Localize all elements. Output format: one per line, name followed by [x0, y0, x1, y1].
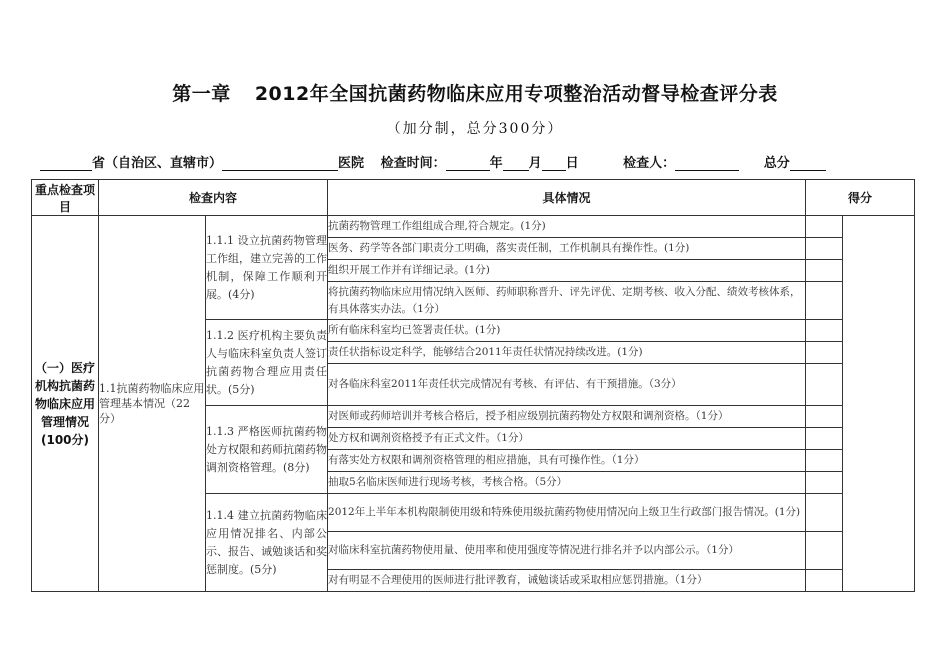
header-detail: 具体情况 — [328, 180, 806, 216]
sub-category-cell: 1.1抗菌药物临床应用管理基本情况（22分） — [99, 216, 206, 592]
month-blank[interactable] — [503, 156, 529, 171]
evaluation-table — [31, 179, 915, 592]
score-cell[interactable] — [806, 320, 843, 342]
score-cell[interactable] — [806, 216, 843, 238]
score-cell[interactable] — [806, 472, 843, 494]
hospital-blank[interactable] — [222, 156, 338, 171]
chapter-label: 第一章 — [172, 83, 231, 105]
document-subtitle: （加分制，总分300分） — [386, 121, 564, 137]
total-label: 总分 — [763, 156, 790, 171]
detail-cell: 将抗菌药物临床应用情况纳入医师、药师职称晋升、评先评优、定期考核、收入分配、绩效考核体系，有具体落实办法。（1分） — [328, 282, 806, 320]
table-header-row — [32, 180, 915, 216]
detail-cell: 责任状指标设定科学，能够结合2011年责任状情况持续改进。(1分) — [328, 342, 806, 364]
content-item-1-1-4: 1.1.4 建立抗菌药物临床应用情况排名、内部公示、报告、诫勉谈话和奖惩制度。(5分) — [206, 494, 328, 592]
score-cell[interactable] — [806, 428, 843, 450]
score-cell[interactable] — [806, 406, 843, 428]
day-blank[interactable] — [542, 156, 566, 171]
score-cell[interactable] — [806, 364, 843, 406]
detail-cell: 抽取5名临床医师进行现场考核，考核合格。（5分） — [328, 472, 806, 494]
day-label: 日 — [565, 156, 579, 171]
content-item-1-1-2: 1.1.2 医疗机构主要负责人与临床科室负责人签订抗菌药物合理应用责任状。(5分) — [206, 320, 328, 406]
detail-cell: 所有临床科室均已签署责任状。(1分) — [328, 320, 806, 342]
inspector-blank[interactable] — [675, 156, 739, 171]
detail-cell: 对各临床科室2011年责任状完成情况有考核、有评估、有干预措施。（3分） — [328, 364, 806, 406]
header-content: 检查内容 — [99, 180, 328, 216]
hospital-label: 医院 — [338, 156, 365, 171]
total-blank[interactable] — [790, 156, 826, 171]
score-cell[interactable] — [806, 494, 843, 532]
header-score: 得分 — [806, 180, 915, 216]
score-cell[interactable] — [806, 260, 843, 282]
detail-cell: 处方权和调剂资格授予有正式文件。（1分） — [328, 428, 806, 450]
content-item-1-1-3: 1.1.3 严格医师抗菌药物处方权限和药师抗菌药物调剂资格管理。(8分) — [206, 406, 328, 494]
detail-cell: 对临床科室抗菌药物使用量、使用率和使用强度等情况进行排名并予以内部公示。（1分） — [328, 532, 806, 570]
detail-cell: 抗菌药物管理工作组组成合理,符合规定。(1分) — [328, 216, 806, 238]
check-time-label: 检查时间： — [380, 156, 446, 171]
score-cell[interactable] — [806, 570, 843, 592]
info-line — [40, 152, 910, 174]
province-blank[interactable] — [40, 156, 92, 171]
month-label: 月 — [528, 156, 542, 171]
category-cell: （一）医疗机构抗菌药物临床应用管理情况(100分) — [32, 216, 99, 592]
detail-cell: 对医师或药师培训并考核合格后，授予相应级别抗菌药物处方权限和调剂资格。（1分） — [328, 406, 806, 428]
province-label: 省（自治区、直辖市） — [92, 156, 223, 171]
score-cell[interactable] — [806, 238, 843, 260]
year-blank[interactable] — [446, 156, 490, 171]
detail-cell: 组织开展工作并有详细记录。(1分) — [328, 260, 806, 282]
detail-cell: 有落实处方权限和调剂资格管理的相应措施，具有可操作性。（1分） — [328, 450, 806, 472]
header-key-item: 重点检查项目 — [32, 180, 99, 216]
score-cell[interactable] — [806, 342, 843, 364]
detail-cell: 2012年上半年本机构限制使用级和特殊使用级抗菌药物使用情况向上级卫生行政部门报告情况。(1分) — [328, 494, 806, 532]
title-text: 2012年全国抗菌药物临床应用专项整治活动督导检查评分表 — [254, 83, 778, 105]
document-title — [0, 79, 950, 106]
year-label: 年 — [489, 156, 503, 171]
table-row — [32, 216, 915, 238]
content-item-1-1-1: 1.1.1 设立抗菌药物管理工作组，建立完善的工作机制，保障工作顺利开展。(4分) — [206, 216, 328, 320]
score-cell[interactable] — [806, 450, 843, 472]
score-total-cell[interactable] — [843, 216, 915, 592]
detail-cell: 医务、药学等各部门职责分工明确，落实责任制，工作机制具有操作性。(1分) — [328, 238, 806, 260]
score-cell[interactable] — [806, 532, 843, 570]
score-cell[interactable] — [806, 282, 843, 320]
inspector-label: 检查人： — [623, 156, 676, 171]
detail-cell: 对有明显不合理使用的医师进行批评教育，诫勉谈话或采取相应惩罚措施。（1分） — [328, 570, 806, 592]
